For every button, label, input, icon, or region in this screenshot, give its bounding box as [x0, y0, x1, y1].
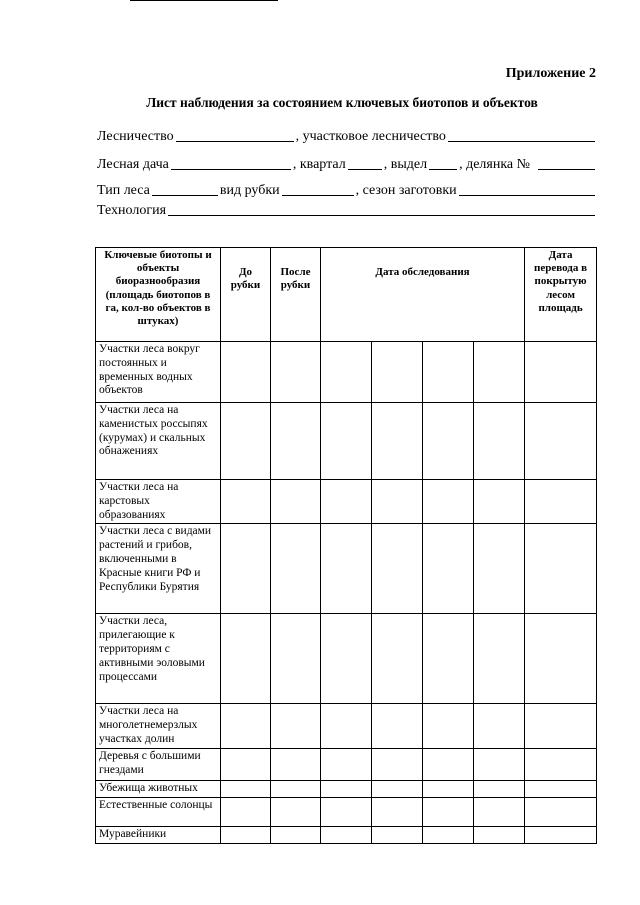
table-row — [96, 524, 597, 614]
table-row — [96, 780, 597, 797]
table-cell[interactable] — [525, 797, 597, 826]
table-cell[interactable] — [525, 780, 597, 797]
table-row — [96, 748, 597, 780]
table-cell[interactable] — [423, 704, 474, 748]
table-row — [96, 797, 597, 826]
table-cell[interactable] — [321, 480, 372, 524]
forest-dacha-label: Лесная дача — [97, 157, 169, 172]
table-cell[interactable] — [321, 614, 372, 704]
table-cell[interactable] — [525, 403, 597, 480]
vydel-field[interactable] — [429, 168, 457, 170]
table-cell[interactable] — [372, 403, 423, 480]
table-cell[interactable] — [474, 797, 525, 826]
header-biotopes: Ключевые биотопы и объекты биоразнообразия (площадь биотопов в га, кол-во объектов в штуках) — [96, 248, 221, 342]
observation-table — [95, 247, 597, 844]
row-label: Участки леса с видами растений и грибов, включенными в Красные книги РФ и Республики Бурятия — [96, 524, 221, 614]
table-row — [96, 403, 597, 480]
table-row — [96, 480, 597, 524]
table-cell[interactable] — [321, 342, 372, 403]
table-cell[interactable] — [525, 748, 597, 780]
cutting-type-field[interactable] — [282, 194, 354, 196]
table-cell[interactable] — [372, 748, 423, 780]
document-title: Лист наблюдения за состоянием ключевых биотопов и объектов — [146, 95, 538, 110]
table-cell[interactable] — [525, 704, 597, 748]
table-cell[interactable] — [474, 704, 525, 748]
table-cell[interactable] — [221, 748, 271, 780]
table-cell[interactable] — [372, 704, 423, 748]
technology-label: Технология — [97, 203, 167, 218]
forest-type-field[interactable] — [152, 194, 218, 196]
table-cell[interactable] — [221, 480, 271, 524]
district-forestry-label: , участковое лесничество — [295, 129, 446, 144]
table-cell[interactable] — [423, 480, 474, 524]
header-after: После рубки — [271, 248, 321, 342]
season-label: , сезон заготовки — [355, 183, 457, 198]
table-cell[interactable] — [321, 826, 372, 843]
field-row-dacha — [97, 151, 597, 173]
table-cell[interactable] — [271, 704, 321, 748]
table-cell[interactable] — [221, 614, 271, 704]
table-cell[interactable] — [423, 748, 474, 780]
header-survey-date: Дата обследования — [321, 248, 525, 342]
table-cell[interactable] — [525, 480, 597, 524]
table-cell[interactable] — [474, 614, 525, 704]
table-cell[interactable] — [423, 780, 474, 797]
appendix-label: Приложение 2 — [505, 66, 596, 81]
table-row — [96, 826, 597, 843]
table-cell[interactable] — [525, 614, 597, 704]
table-cell[interactable] — [372, 797, 423, 826]
table-cell[interactable] — [271, 748, 321, 780]
district-forestry-field[interactable] — [448, 140, 595, 142]
table-cell[interactable] — [423, 614, 474, 704]
kvartal-field[interactable] — [348, 168, 382, 170]
row-label: Участки леса, прилегающие к территориям с активными эоловыми процессами — [96, 614, 221, 704]
table-cell[interactable] — [321, 524, 372, 614]
table-cell[interactable] — [321, 780, 372, 797]
table-cell[interactable] — [474, 748, 525, 780]
table-cell[interactable] — [271, 614, 321, 704]
forestry-field[interactable] — [176, 140, 294, 142]
kvartal-label: , квартал — [292, 157, 346, 172]
header-fields — [97, 123, 597, 219]
row-label: Участки леса на карстовых образованиях — [96, 480, 221, 524]
table-cell[interactable] — [221, 797, 271, 826]
table-cell[interactable] — [474, 342, 525, 403]
forestry-label: Лесничество — [97, 129, 174, 144]
forest-dacha-field[interactable] — [171, 168, 291, 170]
table-cell[interactable] — [372, 780, 423, 797]
table-cell[interactable] — [474, 826, 525, 843]
table-cell[interactable] — [423, 342, 474, 403]
table-cell[interactable] — [271, 826, 321, 843]
forest-type-label: Тип леса — [97, 183, 150, 198]
table-cell[interactable] — [525, 826, 597, 843]
header-transfer-date: Дата перевода в покрытую лесом площадь — [525, 248, 597, 342]
table-cell[interactable] — [271, 780, 321, 797]
table-cell[interactable] — [321, 797, 372, 826]
table-cell[interactable] — [474, 780, 525, 797]
row-label: Муравейники — [96, 826, 221, 843]
table-header-row — [96, 248, 597, 342]
table-cell[interactable] — [474, 524, 525, 614]
season-field[interactable] — [459, 194, 595, 196]
field-row-forestry — [97, 123, 597, 145]
table-cell[interactable] — [321, 403, 372, 480]
table-cell[interactable] — [271, 480, 321, 524]
table-cell[interactable] — [221, 780, 271, 797]
table-cell[interactable] — [423, 826, 474, 843]
table-cell[interactable] — [221, 342, 271, 403]
table-cell[interactable] — [423, 797, 474, 826]
vydel-label: , выдел — [383, 157, 428, 172]
table-row — [96, 342, 597, 403]
table-cell[interactable] — [525, 342, 597, 403]
table-cell[interactable] — [271, 403, 321, 480]
table-cell[interactable] — [423, 403, 474, 480]
table-cell[interactable] — [372, 826, 423, 843]
table-cell[interactable] — [474, 480, 525, 524]
table-cell[interactable] — [221, 826, 271, 843]
row-label: Участки леса на каменистых россыпях (курумах) и скальных обнажениях — [96, 403, 221, 480]
table-cell[interactable] — [321, 704, 372, 748]
table-cell[interactable] — [271, 797, 321, 826]
cutting-type-label: вид рубки — [219, 183, 280, 198]
top-rule — [130, 0, 278, 1]
delyanka-field[interactable] — [538, 168, 595, 170]
field-row-type — [97, 179, 597, 199]
table-cell[interactable] — [271, 524, 321, 614]
table-cell[interactable] — [221, 403, 271, 480]
technology-field[interactable] — [168, 214, 595, 216]
field-row-technology — [97, 199, 597, 219]
table-cell[interactable] — [221, 704, 271, 748]
table-cell[interactable] — [372, 524, 423, 614]
header-before: До рубки — [221, 248, 271, 342]
table-cell[interactable] — [221, 524, 271, 614]
table-cell[interactable] — [372, 480, 423, 524]
table-cell[interactable] — [525, 524, 597, 614]
table-cell[interactable] — [372, 342, 423, 403]
table-cell[interactable] — [321, 748, 372, 780]
row-label: Убежища животных — [96, 780, 221, 797]
row-label: Естественные солонцы — [96, 797, 221, 826]
table-row — [96, 614, 597, 704]
row-label: Участки леса на многолетнемерзлых участках долин — [96, 704, 221, 748]
table-row — [96, 704, 597, 748]
table-cell[interactable] — [474, 403, 525, 480]
row-label: Участки леса вокруг постоянных и временных водных объектов — [96, 342, 221, 403]
delyanka-label: , делянка № — [459, 157, 530, 172]
table-cell[interactable] — [271, 342, 321, 403]
row-label: Деревья с большими гнездами — [96, 748, 221, 780]
table-cell[interactable] — [423, 524, 474, 614]
table-cell[interactable] — [372, 614, 423, 704]
